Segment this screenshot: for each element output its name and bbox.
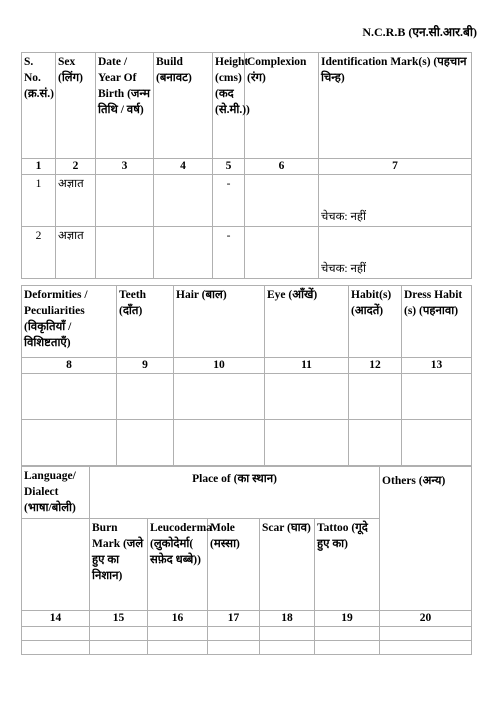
cell-burn-mark bbox=[90, 641, 148, 655]
col-header-dob: Date / Year Of Birth (जन्म तिथि / वर्ष) bbox=[96, 53, 154, 159]
cell-deformities bbox=[22, 374, 117, 420]
cell-dob bbox=[96, 175, 154, 227]
col-header-sex: Sex (लिंग) bbox=[56, 53, 96, 159]
col-number: 8 bbox=[22, 358, 117, 374]
table-row bbox=[22, 627, 472, 641]
col-header-height: Height (cms) (कद (से.मी.)) bbox=[213, 53, 245, 159]
table-row bbox=[22, 420, 472, 466]
cell-mole bbox=[208, 627, 260, 641]
cell-build bbox=[154, 175, 213, 227]
col-number: 13 bbox=[402, 358, 472, 374]
cell-sno: 1 bbox=[22, 175, 56, 227]
cell-others bbox=[380, 627, 472, 641]
cell-language bbox=[22, 627, 90, 641]
col-number: 20 bbox=[380, 611, 472, 627]
col-header-burn-mark: Burn Mark (जले हुए का निशान) bbox=[90, 519, 148, 611]
col-number: 5 bbox=[213, 159, 245, 175]
cell-hair bbox=[174, 374, 265, 420]
cell-leucoderma bbox=[148, 627, 208, 641]
cell-identification: चेचक: नहीं bbox=[319, 175, 472, 227]
col-number: 6 bbox=[245, 159, 319, 175]
cell-complexion bbox=[245, 227, 319, 279]
cell-sno: 2 bbox=[22, 227, 56, 279]
cell-tattoo bbox=[315, 641, 380, 655]
cell-height bbox=[213, 175, 245, 227]
cell-leucoderma bbox=[148, 641, 208, 655]
col-number: 1 bbox=[22, 159, 56, 175]
table-row bbox=[22, 175, 472, 227]
cell-scar bbox=[260, 641, 315, 655]
col-number: 9 bbox=[117, 358, 174, 374]
col-number: 19 bbox=[315, 611, 380, 627]
col-number: 12 bbox=[349, 358, 402, 374]
cell-complexion bbox=[245, 175, 319, 227]
col-number: 14 bbox=[22, 611, 90, 627]
col-number: 2 bbox=[56, 159, 96, 175]
cell-hair bbox=[174, 420, 265, 466]
cell-habits bbox=[349, 374, 402, 420]
cell-height-value: - bbox=[226, 178, 231, 190]
cell-eye bbox=[265, 374, 349, 420]
table-physical-features bbox=[21, 285, 472, 466]
table-row bbox=[22, 227, 472, 279]
cell-dress-habit bbox=[402, 420, 472, 466]
col-number: 11 bbox=[265, 358, 349, 374]
col-header-tattoo: Tattoo (गूदे हुए का) bbox=[315, 519, 380, 611]
col-header-build: Build (बनावट) bbox=[154, 53, 213, 159]
col-header-complexion: Complexion (रंग) bbox=[245, 53, 319, 159]
cell-dob bbox=[96, 227, 154, 279]
cell-sex: अज्ञात bbox=[56, 175, 96, 227]
col-header-dress-habit: Dress Habit (s) (पहनावा) bbox=[402, 286, 472, 358]
col-number: 15 bbox=[90, 611, 148, 627]
col-number: 18 bbox=[260, 611, 315, 627]
col-number: 16 bbox=[148, 611, 208, 627]
cell-build bbox=[154, 227, 213, 279]
col-header-habits: Habit(s) (आदतें) bbox=[349, 286, 402, 358]
col-header-identification: Identification Mark(s) (पहचान चिन्ह) bbox=[319, 53, 472, 159]
cell-scar bbox=[260, 627, 315, 641]
cell-height-value: - bbox=[226, 230, 231, 242]
table-row bbox=[22, 374, 472, 420]
cell-burn-mark bbox=[90, 627, 148, 641]
col-number: 4 bbox=[154, 159, 213, 175]
cell-teeth bbox=[117, 420, 174, 466]
table-basic-details bbox=[21, 52, 472, 279]
cell-language-blank bbox=[22, 519, 90, 611]
col-header-sno: S. No. (क्र.सं.) bbox=[22, 53, 56, 159]
cell-eye bbox=[265, 420, 349, 466]
col-header-language: Language/ Dialect (भाषा/बोली) bbox=[22, 467, 90, 519]
col-number: 3 bbox=[96, 159, 154, 175]
col-number: 17 bbox=[208, 611, 260, 627]
table-row bbox=[22, 641, 472, 655]
col-header-eye: Eye (आँखें) bbox=[265, 286, 349, 358]
table-marks bbox=[21, 466, 472, 655]
header-ncrb: N.C.R.B (एन.सी.आर.बी) bbox=[362, 25, 477, 39]
cell-teeth bbox=[117, 374, 174, 420]
cell-mole bbox=[208, 641, 260, 655]
cell-sex: अज्ञात bbox=[56, 227, 96, 279]
col-header-mole: Mole (मस्सा) bbox=[208, 519, 260, 611]
cell-tattoo bbox=[315, 627, 380, 641]
col-number: 7 bbox=[319, 159, 472, 175]
col-header-place-of: Place of (का स्थान) bbox=[90, 467, 380, 519]
col-header-leucoderma: Leucoderma (लुकोदेर्मा( सफ़ेद धब्बे)) bbox=[148, 519, 208, 611]
col-header-teeth: Teeth (दाँत) bbox=[117, 286, 174, 358]
cell-height bbox=[213, 227, 245, 279]
cell-habits bbox=[349, 420, 402, 466]
cell-identification: चेचक: नहीं bbox=[319, 227, 472, 279]
cell-language bbox=[22, 641, 90, 655]
col-header-deformities: Deformities / Peculiarities (विकृतियाँ / विशिष्टताएँ) bbox=[22, 286, 117, 358]
col-header-scar: Scar (घाव) bbox=[260, 519, 315, 611]
cell-dress-habit bbox=[402, 374, 472, 420]
cell-others bbox=[380, 641, 472, 655]
col-header-hair: Hair (बाल) bbox=[174, 286, 265, 358]
col-number: 10 bbox=[174, 358, 265, 374]
col-header-others: Others (अन्य) bbox=[380, 467, 472, 611]
cell-deformities bbox=[22, 420, 117, 466]
